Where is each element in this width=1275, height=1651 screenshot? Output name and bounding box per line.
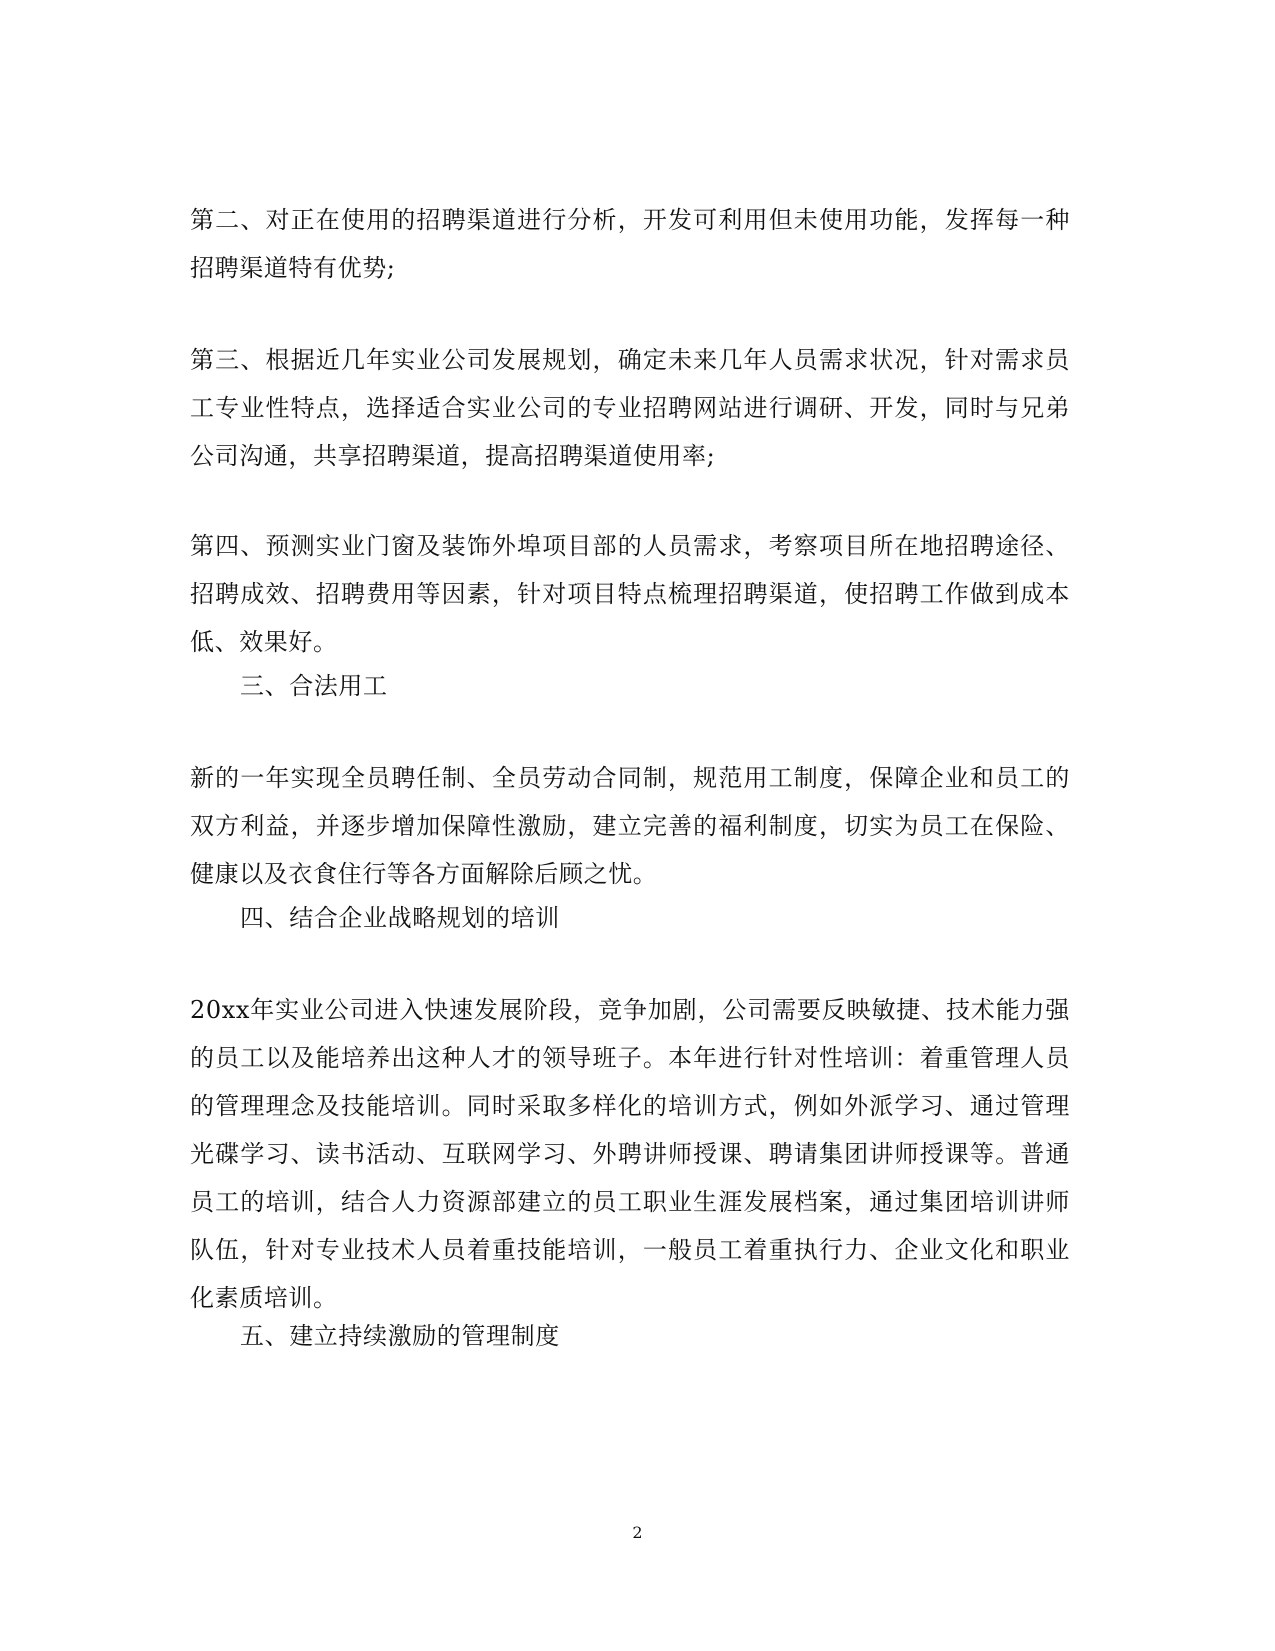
paragraph-demand-planning: 第三、根据近几年实业公司发展规划，确定未来几年人员需求状况，针对需求员工专业性特点，选择适合实业公司的专业招聘网站进行调研、开发，同时与兄弟公司沟通，共享招聘渠道，提高招聘渠道使用率;	[190, 346, 1070, 470]
paragraph-channel-analysis: 第二、对正在使用的招聘渠道进行分析，开发可利用但未使用功能，发挥每一种招聘渠道特有优势;	[190, 206, 1070, 282]
paragraph-legal-employment: 新的一年实现全员聘任制、全员劳动合同制，规范用工制度，保障企业和员工的双方利益，并逐步增加保障性激励，建立完善的福利制度，切实为员工在保险、健康以及衣食住行等各方面解除后顾之忧。	[190, 764, 1070, 888]
page-number: 2	[632, 1523, 643, 1542]
heading-incentive-system: 五、建立持续激励的管理制度	[240, 1322, 560, 1350]
heading-legal-employment: 三、合法用工	[240, 672, 388, 700]
paragraph-strategic-training: 20xx年实业公司进入快速发展阶段，竞争加剧，公司需要反映敏捷、技术能力强的员工以及能培养出这种人才的领导班子。本年进行针对性培训：着重管理人员的管理理念及技能培训。同时采取多样化的培训方式，例如外派学习、通过管理光碟学习、读书活动、互联网学习、外聘讲师授课、聘请集团讲师授课等。普通员工的培训，结合人力资源部建立的员工职业生涯发展档案，通过集团培训讲师队伍，针对专业技术人员着重技能培训，一般员工着重执行力、企业文化和职业化素质培训。	[190, 996, 1070, 1312]
paragraph-project-recruitment: 第四、预测实业门窗及装饰外埠项目部的人员需求，考察项目所在地招聘途径、招聘成效、招聘费用等因素，针对项目特点梳理招聘渠道，使招聘工作做到成本低、效果好。	[190, 532, 1070, 656]
heading-strategic-training: 四、结合企业战略规划的培训	[240, 904, 560, 932]
